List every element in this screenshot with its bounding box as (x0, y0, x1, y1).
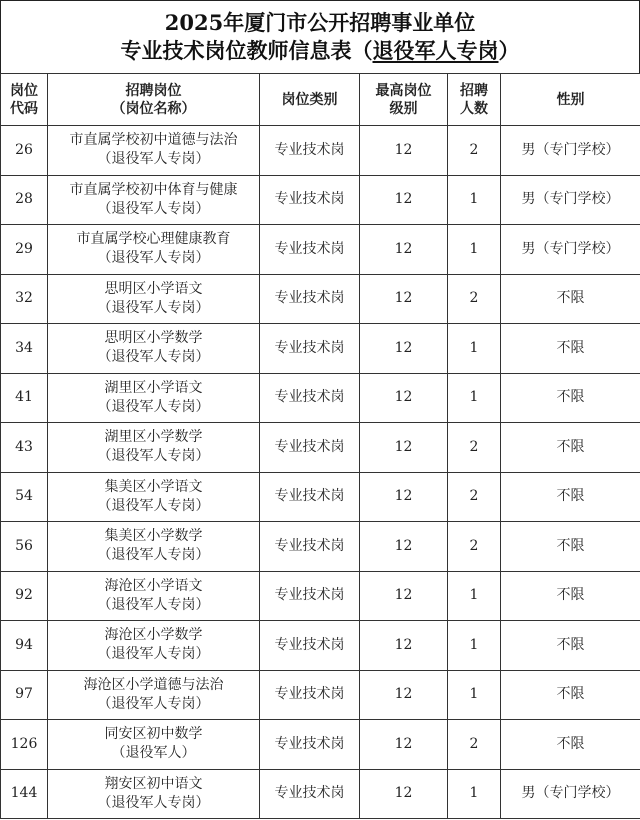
title-line-2-prefix: 专业技术岗位教师信息表（ (120, 38, 373, 63)
position-note: （退役军人专岗） (97, 349, 210, 366)
cell-category: 专业技术岗 (260, 126, 360, 176)
position-name: 海沧区小学道德与法治 (83, 676, 224, 693)
cell-category: 专业技术岗 (260, 571, 360, 621)
cell-grade: 12 (360, 720, 448, 770)
header-count (448, 74, 501, 126)
position-name: 思明区小学数学 (104, 330, 203, 347)
cell-category: 专业技术岗 (260, 670, 360, 720)
cell-category: 专业技术岗 (260, 175, 360, 225)
cell-count: 2 (448, 472, 501, 522)
cell-category: 专业技术岗 (260, 274, 360, 324)
position-name: 市直属学校初中道德与法治 (69, 132, 238, 149)
cell-count: 2 (448, 126, 501, 176)
cell-position (48, 522, 260, 572)
cell-category: 专业技术岗 (260, 720, 360, 770)
position-name: 市直属学校初中体育与健康 (69, 181, 238, 198)
cell-code: 94 (1, 621, 48, 671)
cell-position (48, 571, 260, 621)
cell-gender: 不限 (501, 621, 640, 671)
cell-position (48, 274, 260, 324)
position-note: （退役军人专岗） (97, 448, 210, 465)
table-row (1, 175, 640, 225)
cell-grade: 12 (360, 373, 448, 423)
cell-position (48, 373, 260, 423)
position-name: 集美区小学数学 (104, 528, 203, 545)
cell-gender: 男（专门学校） (501, 769, 640, 819)
table-row (1, 225, 640, 275)
cell-code: 97 (1, 670, 48, 720)
cell-code: 32 (1, 274, 48, 324)
cell-count: 1 (448, 324, 501, 374)
cell-gender: 男（专门学校） (501, 126, 640, 176)
header-grade-line-1: 最高岗位 (375, 82, 432, 99)
table-row (1, 670, 640, 720)
cell-category: 专业技术岗 (260, 472, 360, 522)
table-row (1, 769, 640, 819)
position-name: 同安区初中数学 (104, 726, 203, 743)
cell-count: 1 (448, 670, 501, 720)
cell-position (48, 472, 260, 522)
position-name: 海沧区小学语文 (104, 577, 203, 594)
table-row (1, 373, 640, 423)
cell-grade: 12 (360, 324, 448, 374)
cell-position (48, 126, 260, 176)
position-name: 湖里区小学语文 (104, 379, 203, 396)
position-note: （退役军人专岗） (97, 646, 210, 663)
cell-count: 1 (448, 175, 501, 225)
header-count-line-2: 人数 (460, 100, 488, 117)
header-position (48, 74, 260, 126)
positions-table (0, 73, 640, 819)
cell-grade: 12 (360, 175, 448, 225)
cell-gender: 不限 (501, 571, 640, 621)
cell-position (48, 225, 260, 275)
position-name: 海沧区小学数学 (104, 627, 203, 644)
cell-count: 1 (448, 373, 501, 423)
cell-code: 54 (1, 472, 48, 522)
cell-category: 专业技术岗 (260, 621, 360, 671)
position-note: （退役军人专岗） (97, 794, 210, 811)
document-title (0, 0, 640, 73)
position-note: （退役军人专岗） (97, 151, 210, 168)
cell-grade: 12 (360, 472, 448, 522)
header-category: 岗位类别 (260, 74, 360, 126)
cell-code: 34 (1, 324, 48, 374)
table-row (1, 522, 640, 572)
cell-category: 专业技术岗 (260, 769, 360, 819)
title-line-1: 2025年厦门市公开招聘事业单位 (164, 10, 476, 35)
cell-position (48, 670, 260, 720)
cell-position (48, 175, 260, 225)
cell-count: 2 (448, 274, 501, 324)
position-name: 思明区小学语文 (104, 280, 203, 297)
header-gender: 性别 (501, 74, 640, 126)
cell-count: 2 (448, 423, 501, 473)
header-position-line-2: （岗位名称） (111, 100, 196, 117)
table-header-row (1, 74, 640, 126)
header-code-line-1: 岗位 (10, 82, 38, 99)
cell-code: 43 (1, 423, 48, 473)
position-note: （退役军人专岗） (97, 250, 210, 267)
table-row (1, 571, 640, 621)
table-row (1, 423, 640, 473)
cell-gender: 不限 (501, 720, 640, 770)
cell-code: 56 (1, 522, 48, 572)
cell-grade: 12 (360, 225, 448, 275)
title-underlined-text: 退役军人专岗 (372, 38, 499, 63)
cell-gender: 不限 (501, 423, 640, 473)
cell-count: 2 (448, 522, 501, 572)
cell-position (48, 324, 260, 374)
title-line-2-suffix: ） (498, 38, 520, 63)
table-row (1, 472, 640, 522)
cell-category: 专业技术岗 (260, 522, 360, 572)
cell-gender: 男（专门学校） (501, 175, 640, 225)
cell-position (48, 423, 260, 473)
cell-category: 专业技术岗 (260, 373, 360, 423)
position-note: （退役军人专岗） (97, 200, 210, 217)
cell-position (48, 769, 260, 819)
title-line-2 (121, 37, 520, 65)
cell-category: 专业技术岗 (260, 324, 360, 374)
cell-count: 1 (448, 621, 501, 671)
cell-code: 126 (1, 720, 48, 770)
cell-count: 1 (448, 769, 501, 819)
position-note: （退役军人） (111, 745, 196, 762)
position-note: （退役军人专岗） (97, 547, 210, 564)
cell-code: 29 (1, 225, 48, 275)
header-position-line-1: 招聘岗位 (125, 82, 182, 99)
cell-code: 28 (1, 175, 48, 225)
header-count-line-1: 招聘 (460, 82, 488, 99)
cell-gender: 不限 (501, 373, 640, 423)
header-code (1, 74, 48, 126)
cell-position (48, 621, 260, 671)
position-note: （退役军人专岗） (97, 596, 210, 613)
cell-category: 专业技术岗 (260, 225, 360, 275)
position-name: 翔安区初中语文 (104, 775, 203, 792)
cell-grade: 12 (360, 274, 448, 324)
cell-gender: 不限 (501, 324, 640, 374)
cell-grade: 12 (360, 126, 448, 176)
cell-position (48, 720, 260, 770)
cell-gender: 不限 (501, 472, 640, 522)
position-note: （退役军人专岗） (97, 695, 210, 712)
cell-gender: 不限 (501, 274, 640, 324)
cell-count: 1 (448, 571, 501, 621)
cell-grade: 12 (360, 571, 448, 621)
cell-gender: 男（专门学校） (501, 225, 640, 275)
cell-grade: 12 (360, 423, 448, 473)
position-note: （退役军人专岗） (97, 398, 210, 415)
cell-count: 2 (448, 720, 501, 770)
cell-count: 1 (448, 225, 501, 275)
table-row (1, 274, 640, 324)
cell-grade: 12 (360, 621, 448, 671)
cell-code: 92 (1, 571, 48, 621)
position-name: 湖里区小学数学 (104, 429, 203, 446)
cell-grade: 12 (360, 769, 448, 819)
table-row (1, 621, 640, 671)
position-note: （退役军人专岗） (97, 497, 210, 514)
cell-gender: 不限 (501, 670, 640, 720)
table-row (1, 126, 640, 176)
cell-code: 26 (1, 126, 48, 176)
position-name: 集美区小学语文 (104, 478, 203, 495)
table-row (1, 720, 640, 770)
cell-gender: 不限 (501, 522, 640, 572)
table-row (1, 324, 640, 374)
cell-grade: 12 (360, 670, 448, 720)
header-grade (360, 74, 448, 126)
cell-code: 144 (1, 769, 48, 819)
cell-grade: 12 (360, 522, 448, 572)
header-code-line-2: 代码 (10, 100, 38, 117)
position-note: （退役军人专岗） (97, 299, 210, 316)
cell-code: 41 (1, 373, 48, 423)
cell-category: 专业技术岗 (260, 423, 360, 473)
position-name: 市直属学校心理健康教育 (76, 231, 231, 248)
header-grade-line-2: 级别 (389, 100, 418, 117)
